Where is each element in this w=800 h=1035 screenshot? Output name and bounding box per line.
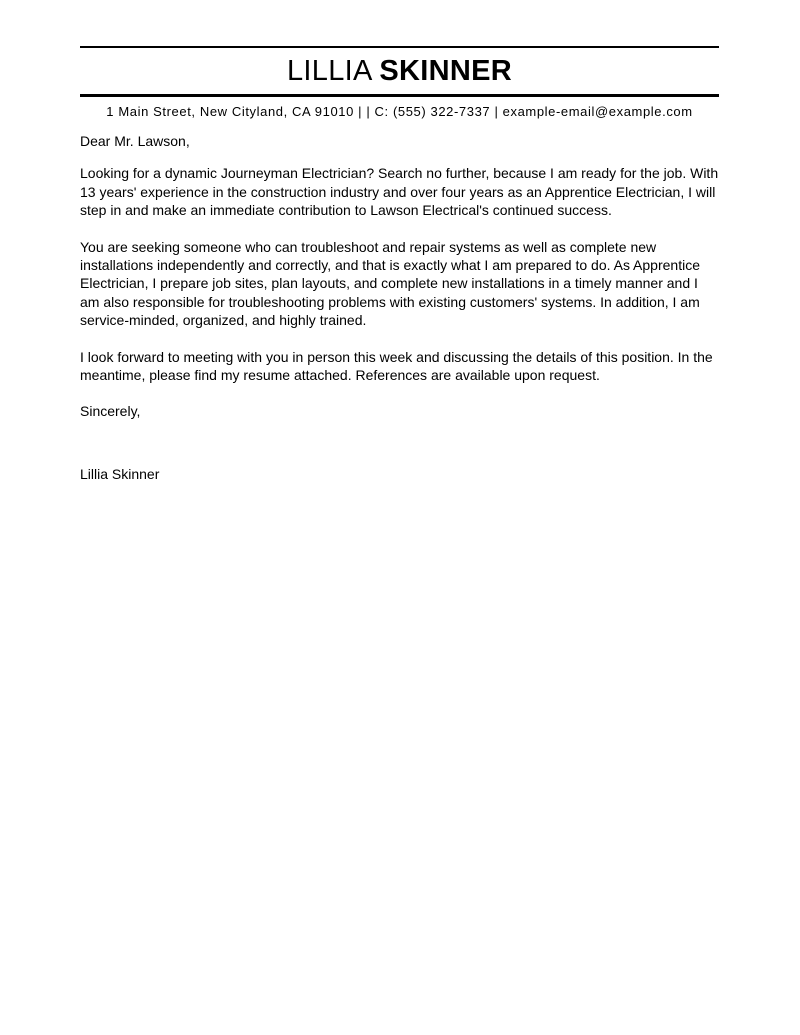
letter-body (80, 132, 719, 483)
applicant-name (80, 53, 719, 89)
contact-info-line: 1 Main Street, New Cityland, CA 91010 | | C: (555) 322-7337 | example-email@example.com (106, 104, 693, 119)
closing: Sincerely, (80, 403, 141, 420)
applicant-last-name: SKINNER (379, 55, 513, 87)
signature-name: Lillia Skinner (80, 465, 160, 482)
body-paragraph-2: You are seeking someone who can troubleshoot and repair systems as well as complete new installations independently and correctly, and that is exactly what I am prepared to do. As Apprentice Electrician, I prepare job sites, plan layouts, and complete new installations in a timely manner and I am also responsible for troubleshooting problems with existing customers' systems. In addition, I am service-minded, organized, and highly trained. (80, 238, 700, 329)
applicant-first-name: LILLIA (286, 55, 372, 87)
header-top-rule (80, 46, 719, 48)
header-bottom-rule (80, 94, 719, 97)
body-paragraph-1: Looking for a dynamic Journeyman Electrician? Search no further, because I am ready for the job. With 13 years' experience in the construction industry and over four years as an Apprentice Electrician, I will step in and make an immediate contribution to Lawson Electrical's continued success. (80, 165, 719, 219)
body-paragraph-3: I look forward to meeting with you in person this week and discussing the details of this position. In the meantime, please find my resume attached. References are available upon request. (80, 348, 713, 384)
salutation: Dear Mr. Lawson, (80, 133, 190, 149)
